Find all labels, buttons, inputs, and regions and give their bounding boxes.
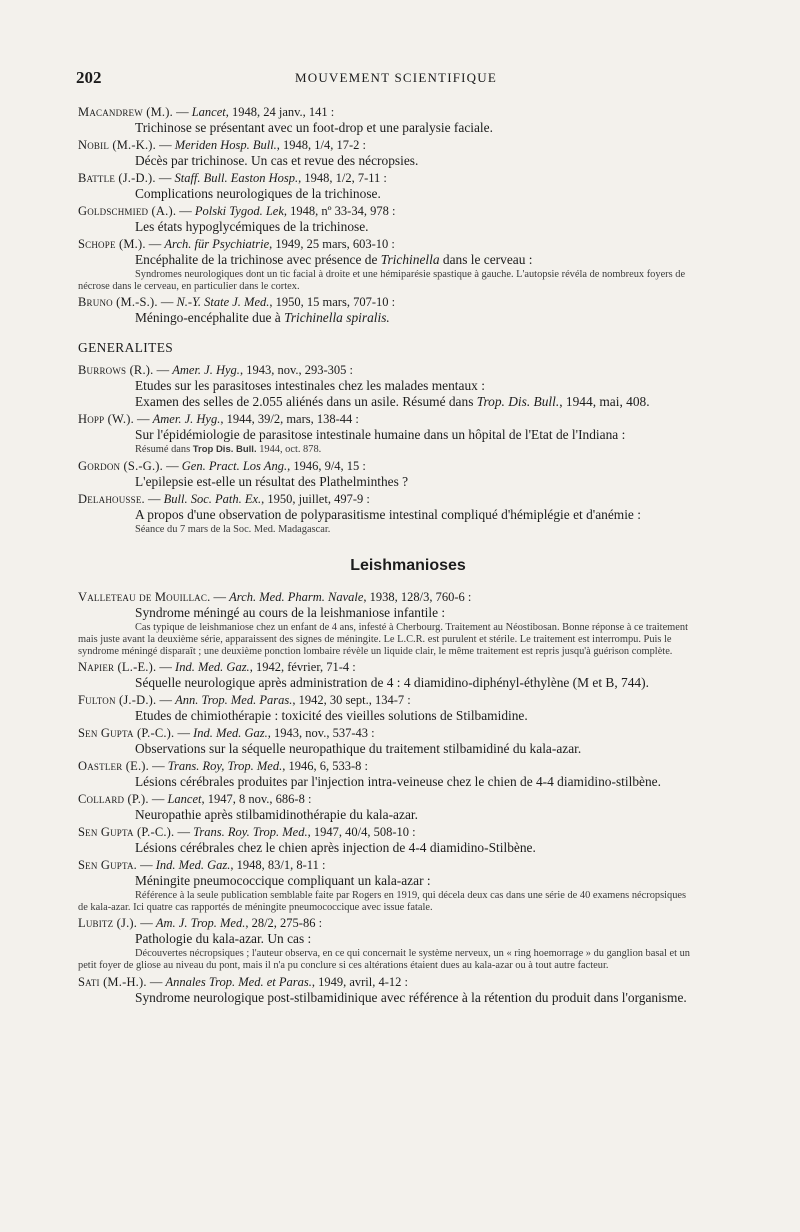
entry-journal: Gen. Pract. Los Ang. <box>181 458 288 473</box>
entry-description: Syndrome méningé au cours de la leishmaniose infantile : <box>135 605 446 621</box>
entry-ref: , 1947, 40/4, 508-10 : <box>307 825 416 840</box>
entry-author: Delahousse. <box>78 491 145 506</box>
bib-entry: Burrows (R.). — Amer. J. Hyg., 1943, nov., 293-305 : Etudes sur les parasitoses intestinales chez les malades mentaux : Examen des selles de 2.055 aliénés dans un asile. Résumé dans Trop. Dis. Bull., 1944, mai, 408. <box>78 362 698 410</box>
entry-author: Schope (M.). <box>78 237 146 251</box>
bib-entry: Oastler (E.). — Trans. Roy, Trop. Med., 1946, 6, 533-8 : Lésions cérébrales produites par l'injection intra-veineuse chez le chien de 4-4 diamidino-stilbène. <box>78 758 698 790</box>
entry-description: A propos d'une observation de polyparasitisme intestinal compliqué d'hémiplégie et d'anémie : <box>135 506 641 522</box>
section-heading-leishmanioses: Leishmanioses <box>350 557 466 575</box>
entry-description: Neuropathie après stilbamidinothérapie du kala-azar. <box>135 807 418 823</box>
entry-ref: , 1947, 8 nov., 686-8 : <box>201 792 312 807</box>
entry-ref: , 1949, avril, 4-12 : <box>311 974 409 989</box>
entry-journal: Am. J. Trop. Med. <box>155 916 246 931</box>
entry-journal: Arch. Med. Pharm. Navale <box>229 590 364 605</box>
entry-ref: , 28/2, 275-86 : <box>245 916 323 931</box>
bib-entry: Bruno (M.-S.). — N.-Y. State J. Med., 1950, 15 mars, 707-10 : Méningo-encéphalite due à Trichinella spiralis. <box>78 294 698 326</box>
bib-entry: Sen Gupta (P.-C.). — Trans. Roy. Trop. Med., 1947, 40/4, 508-10 : Lésions cérébrales chez le chien après injection de 4-4 diamidino-Stilbène. <box>78 824 698 856</box>
entry-ref: , 1948, 1/2, 7-11 : <box>298 171 387 185</box>
running-title: MOUVEMENT SCIENTIFIQUE <box>294 70 497 85</box>
entry-note: Cas typique de leishmaniose chez un enfant de 4 ans, infesté à Cherbourg. Traitement au Néostibosan. Bonne réponse à ce traitement mais juste avant la deuxième série, apparaissent des signes de méningite. Le L.C.R. est purulent et stérile. Le traitement est interrompu. Puis le syndrome méningé disparaît ; une deuxième ponction lombaire révèle un liquide clair, le même traitement est repris jusqu'à guérison complète. <box>78 622 688 657</box>
bib-entry: Gordon (S.-G.). — Gen. Pract. Los Ang., 1946, 9/4, 15 : L'epilepsie est-elle un résultat des Plathelminthes ? <box>78 458 698 490</box>
entry-author: Napier (L.-E.). <box>78 660 157 675</box>
entry-description: Les états hypoglycémiques de la trichinose. <box>135 219 369 234</box>
entry-ref: , 1948, 1/4, 17-2 : <box>276 138 367 152</box>
page-number: 202 <box>76 68 102 87</box>
entry-note: Syndromes neurologiques dont un tic facial à droite et une hémiparésie spastique à gauche. L'autopsie révéla de nombreux foyers de nécrose dans le cerveau, en particulier dans le cortex. <box>78 269 686 292</box>
entry-journal: Polski Tygod. Lek <box>194 204 284 218</box>
entry-description: Syndrome neurologique post-stilbamidinique avec référence à la rétention du produit dans l'organisme. <box>135 989 687 1005</box>
entry-author: Hopp (W.). <box>78 412 134 427</box>
entry-note: Découvertes nécropsiques ; l'auteur observa, en ce qui concernait le système nerveux, un « ring hoemorrage » du ganglion basal et un petit foyer de gliose au niveau du pont, mais il n'a pu conclure si ces altérations étaient dues au kala-azar ou à tout autre facteur. <box>78 948 690 971</box>
entry-journal: Arch. für Psychiatrie <box>164 237 270 251</box>
entry-description: Examen des selles de 2.055 aliénés dans un asile. Résumé dans Trop. Dis. Bull., 1944, mai, 408. <box>135 394 650 410</box>
entry-note: Référence à la seule publication semblable faite par Rogers en 1919, qui décela deux cas dans une série de 40 examens nécropsiques de kala-azar. Ici quatre cas rapportés de méningite pneumococcique avec issue fatale. <box>78 890 687 913</box>
entry-author: Gordon (S.-G.). <box>78 458 163 473</box>
entry-ref: , 1943, nov., 293-305 : <box>239 363 354 378</box>
entry-journal: Bull. Soc. Path. Ex. <box>163 491 262 506</box>
bib-entry: Sati (M.-H.). — Annales Trop. Med. et Paras., 1949, avril, 4-12 : Syndrome neurologique post-stilbamidinique avec référence à la rétention du produit dans l'organisme. <box>78 974 698 1006</box>
entry-ref: , 1948, 24 janv., 141 : <box>225 105 335 119</box>
entry-author: Sen Gupta (P.-C.). <box>78 726 175 741</box>
entry-ref: , 1944, 39/2, mars, 138-44 : <box>220 412 359 427</box>
entry-author: Bruno (M.-S.). <box>78 295 158 310</box>
entry-journal: Staff. Bull. Easton Hosp. <box>174 171 299 185</box>
entry-journal: Amer. J. Hyg. <box>172 363 240 378</box>
entry-journal: Lancet <box>167 792 202 807</box>
entry-ref: , 1949, 25 mars, 603-10 : <box>269 237 395 251</box>
entry-ref: , 1950, juillet, 497-9 : <box>261 491 370 506</box>
entry-author: Macandrew (M.). <box>78 105 173 119</box>
bib-entry: Collard (P.). — Lancet, 1947, 8 nov., 686-8 : Neuropathie après stilbamidinothérapie du kala-azar. <box>78 791 698 823</box>
entry-description: Sur l'épidémiologie de parasitose intestinale humaine dans un hôpital de l'Etat de l'Indiana : <box>135 427 626 443</box>
bib-entry: Napier (L.-E.). — Ind. Med. Gaz., 1942, février, 71-4 : Séquelle neurologique après administration de 4 : 4 diamidino-diphényl-éthylène (M et B, 744). <box>78 659 698 691</box>
entry-author: Battle (J.-D.). <box>78 171 156 185</box>
entry-journal: Ind. Med. Gaz. <box>175 660 250 675</box>
running-head <box>76 68 716 90</box>
entry-ref: , 1946, 6, 533-8 : <box>282 759 368 774</box>
entry-description: Pathologie du kala-azar. Un cas : <box>135 931 312 947</box>
bib-entry: Battle (J.-D.). — Staff. Bull. Easton Hosp., 1948, 1/2, 7-11 : Complications neurologiques de la trichinose. <box>78 170 698 202</box>
entry-author: Sen Gupta (P.-C.). <box>78 825 175 840</box>
bib-entry: Schope (M.). — Arch. für Psychiatrie, 1949, 25 mars, 603-10 : Encéphalite de la trichinose avec présence de Trichinella dans le cerveau : Syndromes neurologiques dont un tic facial à droite et une hémiparésie spastique à gauche. L'autopsie révéla de nombreux foyers de nécrose dans le cerveau, en particulier dans le cortex. <box>78 236 698 292</box>
entry-description: Méningite pneumococcique compliquant un kala-azar : <box>135 873 431 889</box>
entry-author: Oastler (E.). <box>78 759 149 774</box>
entry-journal: Ann. Trop. Med. Paras. <box>175 693 293 708</box>
entry-author: Lubitz (J.). <box>78 916 138 931</box>
bib-entry: Macandrew (M.). — Lancet, 1948, 24 janv., 141 : Trichinose se présentant avec un foot-drop et une paralysie faciale. <box>78 104 698 136</box>
entry-description: Encéphalite de la trichinose avec présence de Trichinella dans le cerveau : <box>135 252 533 267</box>
entry-author: Sati (M.-H.). <box>78 974 147 989</box>
section-heading-generalites: GENERALITES <box>78 340 174 356</box>
entry-ref: , 1942, 30 sept., 134-7 : <box>292 693 411 708</box>
entry-description: Etudes de chimiothérapie : toxicité des vieilles solutions de Stilbamidine. <box>135 708 528 724</box>
bib-entry: Delahousse. — Bull. Soc. Path. Ex., 1950, juillet, 497-9 : A propos d'une observation de polyparasitisme intestinal compliqué d'hémiplégie et d'anémie : Séance du 7 mars de la Soc. Med. Madagascar. <box>78 491 698 536</box>
entry-journal: Trans. Roy, Trop. Med. <box>167 759 283 774</box>
entry-description: Complications neurologiques de la trichinose. <box>135 186 381 201</box>
entry-journal: N.-Y. State J. Med. <box>176 295 270 310</box>
entry-description: Etudes sur les parasitoses intestinales chez les malades mentaux : <box>135 378 485 394</box>
entry-description: Lésions cérébrales chez le chien après injection de 4-4 diamidino-Stilbène. <box>135 840 536 856</box>
entry-author: Burrows (R.). <box>78 363 154 378</box>
bib-entry: Fulton (J.-D.). — Ann. Trop. Med. Paras., 1942, 30 sept., 134-7 : Etudes de chimiothérapie : toxicité des vieilles solutions de Stilbamidine. <box>78 692 698 724</box>
entry-description: Méningo-encéphalite due à Trichinella spiralis. <box>135 310 390 326</box>
entry-journal: Lancet <box>191 105 226 119</box>
entry-journal: Ind. Med. Gaz. <box>193 726 268 741</box>
entry-author: Nobil (M.-K.). <box>78 138 156 152</box>
entry-author: Fulton (J.-D.). <box>78 693 157 708</box>
entry-journal: Annales Trop. Med. et Paras. <box>165 974 312 989</box>
entry-author: Collard (P.). <box>78 792 149 807</box>
bib-entry: Goldschmied (A.). — Polski Tygod. Lek, 1948, nº 33-34, 978 : Les états hypoglycémiques de la trichinose. <box>78 203 698 235</box>
entry-journal: Amer. J. Hyg. <box>152 412 221 427</box>
entry-ref: , 1948, nº 33-34, 978 : <box>283 204 396 218</box>
entry-journal: Ind. Med. Gaz. <box>155 858 231 873</box>
entry-description: Décès par trichinose. Un cas et revue des nécropsies. <box>135 153 419 168</box>
entry-ref: , 1943, nov., 537-43 : <box>267 726 375 741</box>
bib-entry: Valleteau de Mouillac. — Arch. Med. Pharm. Navale, 1938, 128/3, 760-6 : Syndrome méningé au cours de la leishmaniose infantile : Cas typique de leishmaniose chez un enfant de 4 ans, infesté à Cherbourg. Traitement au Néostibosan. Bonne réponse à ce traitement mais juste avant la deuxième série, apparaissent des signes de méningite. Le L.C.R. est purulent et stérile. Le traitement est interrompu. Puis le syndrome méningé disparaît ; une deuxième ponction lombaire révèle un liquide clair, le même traitement est repris jusqu'à guérison complète. <box>78 589 698 657</box>
entry-description: Séquelle neurologique après administration de 4 : 4 diamidino-diphényl-éthylène (M et B, 744). <box>135 675 649 691</box>
entry-note: Résumé dans Trop Dis. Bull. 1944, oct. 878. <box>135 444 322 456</box>
entry-description: L'epilepsie est-elle un résultat des Plathelminthes ? <box>135 473 409 489</box>
entry-note: Séance du 7 mars de la Soc. Med. Madagascar. <box>135 523 331 535</box>
bibliography-content <box>78 104 698 1007</box>
entry-description: Observations sur la séquelle neuropathique du traitement stilbamidiné du kala-azar. <box>135 741 582 757</box>
bib-entry: Nobil (M.-K.). — Meriden Hosp. Bull., 1948, 1/4, 17-2 : Décès par trichinose. Un cas et revue des nécropsies. <box>78 137 698 169</box>
entry-ref: , 1950, 15 mars, 707-10 : <box>269 295 396 310</box>
entry-author: Valleteau de Mouillac. <box>78 590 211 605</box>
entry-ref: , 1946, 9/4, 15 : <box>287 458 366 473</box>
entry-ref: , 1938, 128/3, 760-6 : <box>363 590 472 605</box>
entry-author: Sen Gupta. <box>78 858 138 873</box>
entry-author: Goldschmied (A.). <box>78 204 177 218</box>
bib-entry: Lubitz (J.). — Am. J. Trop. Med., 28/2, 275-86 : Pathologie du kala-azar. Un cas : Découvertes nécropsiques ; l'auteur observa, en ce qui concernait le système nerveux, un « ring hoemorrage » du ganglion basal et un petit foyer de gliose au niveau du pont, mais il n'a pu conclure si ces altérations étaient dues au kala-azar ou à tout autre facteur. <box>78 915 698 971</box>
bib-entry: Sen Gupta (P.-C.). — Ind. Med. Gaz., 1943, nov., 537-43 : Observations sur la séquelle neuropathique du traitement stilbamidiné du kala-azar. <box>78 725 698 757</box>
entry-journal: Trans. Roy. Trop. Med. <box>193 825 308 840</box>
bib-entry: Hopp (W.). — Amer. J. Hyg., 1944, 39/2, mars, 138-44 : Sur l'épidémiologie de parasitose intestinale humaine dans un hôpital de l'Etat de l'Indiana : Résumé dans Trop Dis. Bull. 1944, oct. 878. <box>78 411 698 456</box>
bib-entry: Sen Gupta. — Ind. Med. Gaz., 1948, 83/1, 8-11 : Méningite pneumococcique compliquant un kala-azar : Référence à la seule publication semblable faite par Rogers en 1919, qui décela deux cas dans une série de 40 examens nécropsiques de kala-azar. Ici quatre cas rapportés de méningite pneumococcique avec issue fatale. <box>78 857 698 913</box>
entry-ref: , 1948, 83/1, 8-11 : <box>230 858 326 873</box>
entry-description: Trichinose se présentant avec un foot-drop et une paralysie faciale. <box>135 120 493 135</box>
entry-journal: Meriden Hosp. Bull. <box>174 138 277 152</box>
entry-description: Lésions cérébrales produites par l'injection intra-veineuse chez le chien de 4-4 diamidino-stilbène. <box>135 774 661 790</box>
entry-ref: , 1942, février, 71-4 : <box>249 660 356 675</box>
